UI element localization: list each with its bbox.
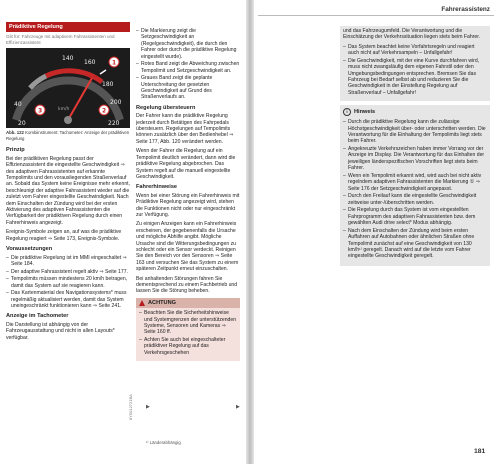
document-code: 8Y0012721BA [128,394,133,420]
section-title: Prädiktive Regelung [6,22,130,32]
right-column [340,26,490,266]
speed-label: 40 [14,101,22,109]
callout-2 [99,105,109,115]
middle-column [136,28,240,361]
svg-text:1: 1 [112,59,117,67]
speed-label: 140 [62,55,74,63]
list-item: – Achten Sie auch bei eingeschalteter prädiktiver Regelung auf das Verkehrsgeschehen [139,337,237,356]
list-item: – Die prädiktive Regelung ist im MMI eingeschaltet ⇒ Seite 184. [6,255,130,268]
figure-label: Abb. 122 [6,130,24,136]
hint-header [343,105,487,119]
list-item: – Beachten Sie die Sicherheitshinweise und Systemgrenzen der unterstützenden Systeme, Sensoren und Kameras ⇒ Seite 160 ff. [139,310,237,336]
legend-item-1: – Die Markierung zeigt die Setzgeschwindigkeit an (Regelgeschwindigkeit), die durch den Fahrer oder durch die prädiktive Regelung eingestellt wurde). [136,28,240,60]
para-prinzip: Bei der prädiktiven Regelung passt der Effizienzassistent die eingestellte Geschwindigkeit ⇒ des adaptiven Fahrassistenten auf erkannte Tempolimits und den vorausliegenden Straßenverlauf an. Sobald das System keine Ereignisse mehr erkennt, beschleunigt der adaptive Fahrassistent wieder auf die zuletzt vom Fahrer eingestellte Geschwindigkeit. Nach dem Einschalten der Zündung wird bei der ersten Aktivierung des adaptiven Fahrassistenten die Verfügbarkeit der prädiktiven Regelung durch einen Fahrerhinweis angezeigt. [6,155,131,226]
heading-voraussetzungen: Voraussetzungen [6,246,53,253]
para-tachometer: Die Darstellung ist abhängig von der Fahrzeugausstattung und nicht in allen Layouts* verfügbar. [6,321,115,341]
left-column [6,22,130,344]
legend-item-2: – Rotes Band zeigt die Abweichung zwischen Tempolimit und Setzgeschwindigkeit an. [136,61,240,74]
para-events: Ereignis-Symbole zeigen an, auf was die prädiktive Regelung reagiert ⇒ Seite 173, Ereignis-Symbole. [6,229,122,242]
page-header [258,6,494,16]
warning-title: ACHTUNG [148,299,176,306]
book-gutter [246,0,254,464]
warning-list [139,310,237,356]
warning-body [136,308,240,361]
para-brake: Wenn der Fahrer die Regelung auf ein Tempolimit deutlich verändert, dann wird die prädiktive Regelung abgebrochen. Das System regelt auf die manuell eingestellte Geschwindigkeit. [136,148,236,180]
warning-continuation [340,26,490,101]
tachometer-figure [6,48,130,128]
svg-text:2: 2 [102,107,107,115]
list-item: – Nach dem Einschalten der Zündung wird beim ersten Auffahren auf Autobahnen oder ähnlichen Straßen ohne Tempolimit zunächst auf eine Geschwindigkeit von 130 km/h¹⁾ geregelt. Danach wird auf die letzte vom Fahrer eingestellte Geschwindigkeit geregelt. [343,228,487,260]
para-hint-2: Zu einigen Anzeigen kann ein Fahrerhinweis erscheinen, der gegebenenfalls die Ursache und mögliche Abhilfe angibt. Mögliche Ursache sind die Witterungsbedingungen zu schlecht oder ein Sensor verdeckt. Reinigen Sie den Bereich vor den Sensoren ⇒ Seite 163 und versuchen Sie das System zu einem späteren Zeitpunkt erneut einzuschalten. [136,221,239,273]
list-item: – Angekreuzte Verkehrszeichen haben immer Vorrang vor der Anzeige im Display. Die Verantwortung für das Einhalten der jeweiligen länderspezifischen Vorschriften liegt stets beim Fahrer. [343,146,487,172]
list-item: – Das System beachtet keine Vorfahrtsregeln und reagiert auch nicht auf Verkehrsampeln – Unfallgefahr! [343,44,487,57]
unit-label: km/h [58,107,70,113]
para-hint-1: Wenn bei einer Störung ein Fahrerhinweis mit Prädiktive Regelung angezeigt wird, stehen die Funktionen nicht oder nur eingeschränkt zur Verfügung. [136,192,240,218]
footnote: ¹⁾ Länderabhängig [146,440,181,445]
hint-list [343,119,487,259]
hint-title: Hinweis [354,109,376,116]
para-continuation: und das Fahrzeugumfeld. Die Verantwortung und die Einschätzung der Verkehrssituation liegen stets beim Fahrer. [343,28,481,41]
heading-prinzip: Prinzip [6,147,25,154]
list-item: – Durch die prädiktive Regelung kann die zulässige Höchstgeschwindigkeit über- oder unterschritten werden. Die Verantwortung für die Einhaltung der Tempolimits liegt stets beim Fahrer. [343,119,487,145]
figure-legend [136,28,240,101]
svg-text:3: 3 [38,107,43,115]
figure-caption [6,128,130,143]
list-item: – Wenn ein Tempolimit erkannt wird, wird auch bei nicht aktiv regelndem adaptiven Fahrassistenten die Markierung ① ⇒ Seite 176 der Setzgeschwindigkeit angepasst. [343,173,487,192]
list-item: – Das Kartenmaterial des Navigationssystems* muss regelmäßig aktualisiert werden, damit das System uneingeschränkt funktionieren kann ⇒ Seite 241. [6,290,130,309]
voraussetzungen-list [6,255,130,310]
para-override: Der Fahrer kann die prädiktive Regelung jederzeit durch Betätigen des Fahrpedals übersteuern. Regelungen auf Tempolimits können zusätzlich über den Bedienhebel ⇒ Seite 177, Abb. 120 verändert werden. [136,113,234,145]
hint-box [340,105,490,265]
page-header-title: Fahrerassistenz [441,6,490,13]
list-item: – Die Regelung durch das System ist vom eingestellten Fahrprogramm des adaptiven Fahrassistenten bzw. dem gewählten Audi drive select* Modus abhängig. [343,207,487,226]
tachometer-illustration [6,48,130,128]
continue-arrow-icon: ▶ [146,404,150,410]
speed-label: 180 [102,81,114,89]
para-hint-3: Bei anhaltenden Störungen fahren Sie dementsprechend zu einem Fachbetrieb und lassen Sie die Störung beheben. [136,275,238,295]
warning-box [136,298,240,361]
heading-override: Regelung übersteuern [136,104,196,111]
speed-label: 220 [108,120,120,128]
legend-item-3: – Graues Band zeigt die geplante Unterschreitung der gesetzten Geschwindigkeit auf Grund des Straßenverlaufs an. [136,75,240,101]
info-icon: i [343,108,351,116]
speed-label: 200 [110,99,122,107]
list-item: – Die Geschwindigkeit, mit der eine Kurve durchfahren wird, muss nicht zwangsläufig dem eigenen Fahrstil oder den Umgebungsbedingungen entsprechen. Bremsen Sie das Fahrzeug bei Bedarf selbst ab und reduzieren Sie die Geschwindigkeit in der Einstellung Regelung auf Straßenverlauf – Unfallgefahr! [343,58,487,96]
warning-triangle-icon [139,300,145,306]
page-number: 181 [474,448,486,455]
heading-tachometer: Anzeige im Tachometer [6,313,69,320]
warning-header [136,298,240,308]
heading-fahrerhinweise: Fahrerhinweise [136,184,178,191]
list-item: – Durch den Freilauf kann die eingestellte Geschwindigkeit zeitweise unter-/überschritten werden. [343,193,487,206]
speed-label: 20 [18,120,26,128]
speed-label: 160 [84,59,96,67]
list-item: – Der adaptive Fahrassistent regelt aktiv ⇒ Seite 177. [6,269,130,275]
figure-caption-text: Kombiinstrument: Tachometer: Anzeige der prädiktiven Regelung [6,130,130,141]
list-item: – Tempolimits müssen mindestens 20 km/h betragen, damit das System auf sie reagieren kann. [6,276,130,289]
warning-continuation-list [343,44,487,96]
callout-1 [109,57,119,67]
continue-arrow-icon: ▶ [236,404,240,410]
callout-3 [35,105,45,115]
figure-applies-to: Gilt für: Fahrzeuge mit adaptivem Fahrassistenten und Effizienzassistent [6,34,115,45]
